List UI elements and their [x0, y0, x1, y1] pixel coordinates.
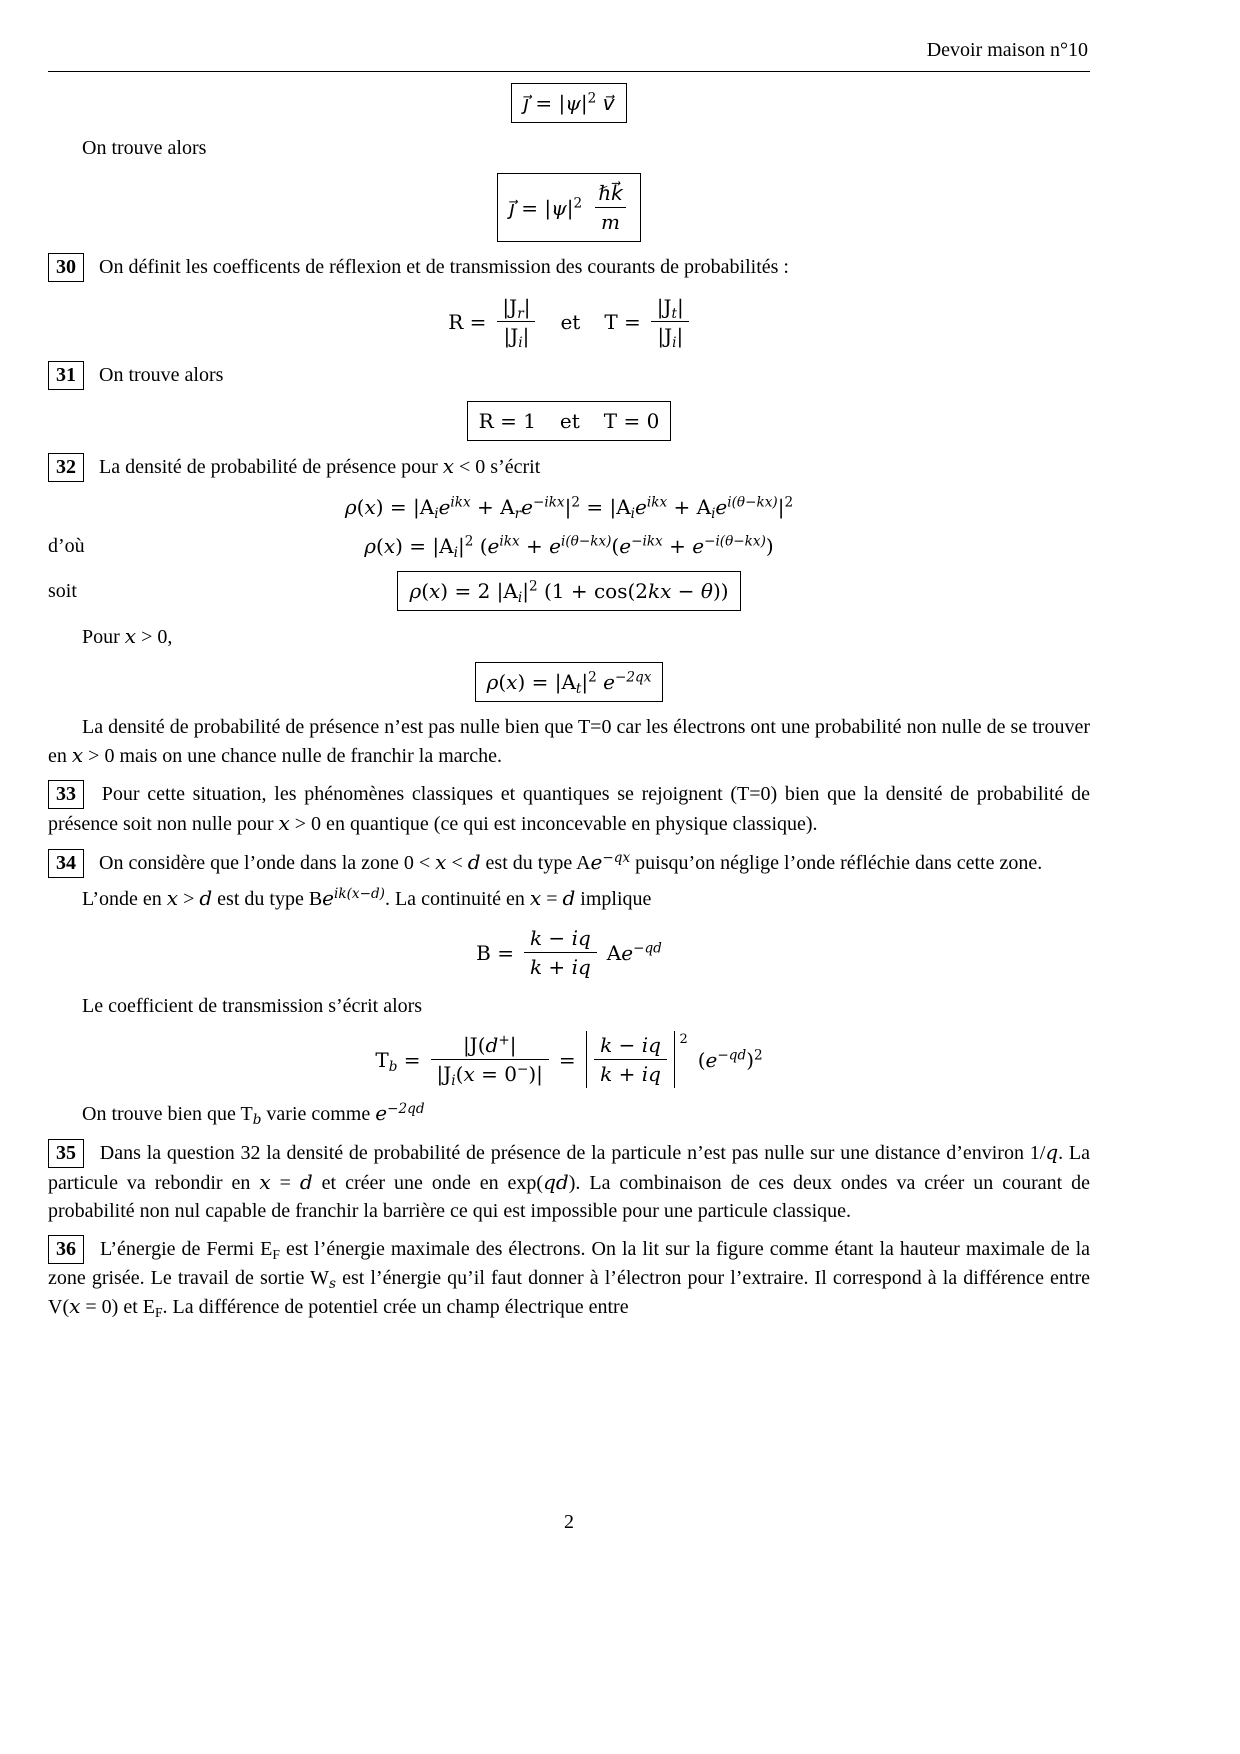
fraction-numerator: |J(d+| — [462, 1032, 517, 1057]
formula-Tb-rhs: $(e^{-qd})^2$ — [697, 1047, 763, 1072]
question-30-number-box: 30 — [48, 253, 84, 282]
fraction-numerator: ℏk⃗ — [598, 181, 623, 205]
boxed-formula: ρ(x) = 2 $|A_i|^2$ (1 + cos(2kx − θ)) — [397, 571, 740, 611]
question-34-text: On considère que l’onde dans la zone 0 < x < d est du type $Ae^{-qx}$ puisqu’on néglige l’onde réfléchie dans cette zone. — [99, 849, 1043, 874]
formula-T-lhs: T = — [604, 309, 641, 334]
question-31-number-box: 31 — [48, 361, 84, 390]
fraction-denominator: $|J_i(x = 0^-)|$ — [431, 1059, 549, 1088]
fraction — [651, 293, 690, 350]
formula-R: R = 1 — [478, 409, 536, 433]
paragraph-onde: L’onde en x > d est du type $Be^{ik(x-d)}$. La continuité en x = d implique — [82, 885, 652, 910]
question-32-number-box: 32 — [48, 453, 84, 482]
fraction-numerator: $|J_t|$ — [656, 295, 684, 322]
question-32-text: La densité de probabilité de présence pour x < 0 s’écrit — [99, 454, 541, 478]
equation-Tb — [48, 1031, 1090, 1088]
group-exponent: 2 — [679, 1032, 688, 1047]
equation-density-x-negative — [48, 493, 1090, 521]
boxed-formula: $\rho(x) = |A_t|^2$ $e^{-2qx}$ — [475, 662, 664, 702]
absolute-value-group — [586, 1031, 676, 1088]
question-35-number-box: 35 — [48, 1139, 84, 1168]
question-33 — [48, 780, 1090, 838]
fraction — [594, 1031, 667, 1088]
question-35-text: Dans la question 32 la densité de probabilité de présence de la particule n’est pas nulle sur une distance d’environ 1/q. La particule va rebondir en x = d et créer une onde en exp(qd). La combinaison de ces deux ondes va créer un courant de probabilité non nul capable de franchir la barrière ce qui est impossible pour une particule classique. — [48, 1140, 1091, 1222]
fraction-denominator: m — [595, 207, 626, 236]
equation-soit-line — [48, 571, 1090, 611]
vertical-bar — [586, 1031, 588, 1088]
header-title: Devoir maison n°10 — [926, 39, 1088, 61]
question-31-text: On trouve alors — [99, 364, 224, 386]
question-31 — [48, 361, 1090, 390]
equation-reflection-transmission — [48, 293, 1090, 350]
question-34-number-box: 34 — [48, 849, 84, 878]
fraction-numerator: k − iq — [529, 926, 591, 950]
equation-dou-line — [48, 532, 1090, 560]
formula-et: et — [560, 309, 581, 334]
formula-T: T = 0 — [603, 409, 660, 433]
fraction-denominator: k + iq — [524, 952, 597, 981]
equation-probability-current-k — [48, 173, 1090, 242]
fraction-numerator: k − iq — [600, 1033, 661, 1057]
fraction — [592, 179, 628, 236]
question-36-number-box: 36 — [48, 1235, 84, 1264]
boxed-formula — [497, 173, 640, 242]
fraction-denominator: $|J_i|$ — [651, 321, 689, 350]
question-33-text: Pour cette situation, les phénomènes classiques et quantiques se rejoignent (T=0) bien que la densité de probabilité de présence soit non nulle pour x > 0 en quantique (ce qui est inconcevable en physique classique). — [48, 783, 1090, 835]
equation-R1-T0 — [48, 401, 1090, 441]
paragraph-on-trouve-alors: On trouve alors — [82, 137, 207, 159]
fraction — [431, 1031, 549, 1088]
boxed-formula: ȷ⃗ = $|\psi|^2$ v⃗ — [511, 83, 626, 123]
paragraph-trouve-bien: On trouve bien que $T_b$ varie comme $e^{-2qd}$ — [82, 1100, 425, 1128]
page-header — [48, 36, 1090, 72]
equation-probability-current-v — [48, 83, 1090, 123]
fraction-denominator: $|J_i|$ — [497, 321, 535, 350]
question-36-text: L’énergie de Fermi $E_F$ est l’énergie maximale des électrons. On la lit sur la figure comme étant la hauteur maximale de la zone grisée. Le travail de sortie $W_s$ est l’énergie qu’il faut donner à l’électron pour l’extraire. Il correspond à la différence entre V(x = 0) et $E_F$. La différence de potentiel crée un champ électrique entre — [48, 1238, 1090, 1320]
formula-R-lhs: R = — [448, 309, 487, 334]
fraction-denominator: k + iq — [594, 1059, 667, 1088]
boxed-formula — [467, 401, 672, 441]
page-number: 2 — [564, 1511, 574, 1533]
formula-lhs: ȷ⃗ = $|\psi|^2$ — [509, 195, 583, 220]
question-35 — [48, 1138, 1090, 1225]
question-32 — [48, 452, 1090, 482]
formula-B-lhs: B = — [476, 940, 514, 965]
equation-density-x-positive — [48, 662, 1090, 702]
header-rule — [48, 71, 1090, 72]
formula-et: et — [559, 409, 580, 433]
formula: $\rho(x) = |A_i|^2$ ($e^{ikx} + e^{i(\theta-kx)}(e^{-ikx} + e^{-i(\theta-kx)})$ — [364, 533, 774, 561]
formula-Tb-lhs: $T_b$ = — [375, 1047, 421, 1075]
fraction-numerator: $|J_r|$ — [502, 295, 531, 322]
paragraph-pour-x: Pour x > 0, — [82, 624, 173, 648]
question-30-text: On définit les coefficents de réflexion et de transmission des courants de probabilités : — [99, 256, 789, 278]
fraction — [524, 924, 597, 981]
question-33-number-box: 33 — [48, 780, 84, 809]
vertical-bar — [674, 1031, 676, 1088]
paragraph-coefficient: Le coefficient de transmission s’écrit alors — [82, 995, 423, 1017]
question-30 — [48, 253, 1090, 282]
side-label-dou: d’où — [48, 535, 85, 557]
side-label-soit: soit — [48, 580, 77, 602]
equation-B — [48, 924, 1090, 981]
fraction — [496, 293, 536, 350]
formula-equals: = — [558, 1047, 576, 1072]
formula-B-rhs: $Ae^{-qd}$ — [606, 940, 662, 965]
formula: $\rho(x) = |A_ie^{ikx} + A_re^{-ikx}|^2 = |A_ie^{ikx} + A_ie^{i(\theta-kx)}|^2$ — [344, 494, 794, 522]
question-34 — [48, 848, 1090, 878]
paragraph-density-comment: La densité de probabilité de présence n’est pas nulle bien que T=0 car les électrons ont une probabilité non nulle de se trouver en x > 0 mais on une chance nulle de franchir la marche. — [48, 716, 1090, 767]
question-36 — [48, 1235, 1090, 1321]
